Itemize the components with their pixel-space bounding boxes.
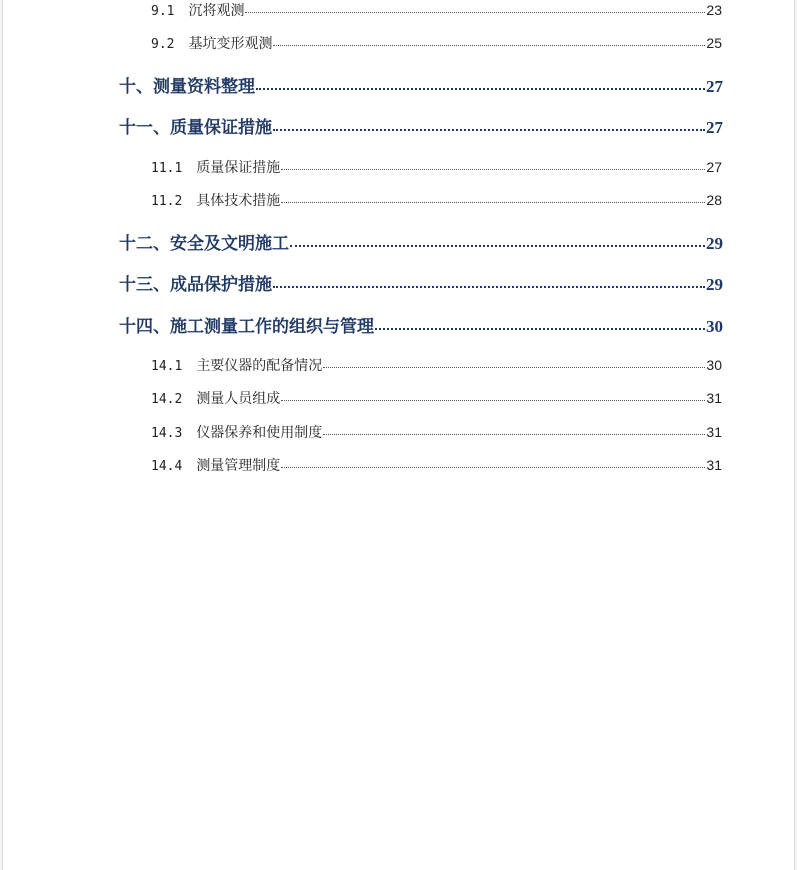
toc-entry-number: 14.3 — [151, 426, 183, 441]
toc-entry-number: 11.2 — [151, 194, 183, 209]
toc-entry-page: 30 — [706, 357, 722, 373]
toc-entry-title: 质量保证措施 — [196, 160, 281, 176]
toc-entry-number: 14.4 — [151, 459, 183, 474]
toc-heading-title: 十二、安全及文明施工 — [119, 234, 289, 254]
toc-heading-page: 29 — [706, 275, 723, 294]
toc-entry-number: 9.2 — [151, 37, 175, 52]
toc-heading-page: 27 — [706, 118, 723, 137]
toc-entry-number: 14.2 — [151, 392, 183, 407]
toc-entry-page: 31 — [706, 424, 722, 440]
toc-entry-9-2[interactable] — [151, 33, 722, 53]
toc-entry-14-2[interactable] — [151, 388, 722, 408]
toc-entry-title: 测量管理制度 — [196, 458, 281, 474]
toc-entry-title: 具体技术措施 — [196, 193, 281, 209]
dot-leader — [281, 169, 705, 170]
toc-heading-title: 十一、质量保证措施 — [119, 118, 272, 138]
toc-entry-title: 仪器保养和使用制度 — [196, 425, 323, 441]
toc-entry-page: 23 — [706, 2, 722, 18]
toc-entry-14-1[interactable] — [151, 355, 722, 375]
toc-entry-page: 25 — [706, 35, 722, 51]
toc-heading-title: 十、测量资料整理 — [119, 77, 255, 97]
toc-entry-number: 9.1 — [151, 4, 175, 19]
dot-leader — [290, 245, 705, 247]
toc-heading-page: 30 — [706, 317, 723, 336]
toc-entry-title: 测量人员组成 — [196, 391, 281, 407]
toc-entry-page: 31 — [706, 390, 722, 406]
dot-leader — [281, 400, 705, 401]
document-page — [2, 0, 795, 870]
toc-entry-title: 基坑变形观测 — [188, 36, 273, 52]
dot-leader — [375, 328, 705, 330]
toc-entry-9-1[interactable] — [151, 0, 722, 20]
toc-heading-page: 29 — [706, 234, 723, 253]
toc-entry-title: 沉将观测 — [188, 3, 245, 19]
toc-entry-page: 31 — [706, 457, 722, 473]
dot-leader — [256, 88, 705, 90]
toc-entry-11-1[interactable] — [151, 157, 722, 177]
dot-leader — [281, 467, 705, 468]
dot-leader — [273, 286, 705, 288]
toc-heading-10[interactable] — [119, 72, 723, 97]
toc-entry-number: 14.1 — [151, 359, 183, 374]
toc-entry-title: 主要仪器的配备情况 — [196, 358, 323, 374]
toc-entry-14-4[interactable] — [151, 455, 722, 475]
toc-entry-14-3[interactable] — [151, 422, 722, 442]
dot-leader — [273, 129, 705, 131]
toc-entry-11-2[interactable] — [151, 190, 722, 210]
dot-leader — [281, 202, 705, 203]
dot-leader — [323, 367, 705, 368]
toc-heading-11[interactable] — [119, 113, 723, 138]
toc-heading-14[interactable] — [119, 312, 723, 337]
toc-entry-page: 27 — [706, 159, 722, 175]
toc-entry-page: 28 — [706, 192, 722, 208]
toc-heading-page: 27 — [706, 77, 723, 96]
dot-leader — [245, 12, 705, 13]
dot-leader — [273, 45, 705, 46]
toc-heading-12[interactable] — [119, 229, 723, 254]
toc-heading-title: 十四、施工测量工作的组织与管理 — [119, 317, 374, 337]
toc-heading-13[interactable] — [119, 270, 723, 295]
toc-heading-title: 十三、成品保护措施 — [119, 275, 272, 295]
toc-entry-number: 11.1 — [151, 161, 183, 176]
dot-leader — [323, 434, 705, 435]
